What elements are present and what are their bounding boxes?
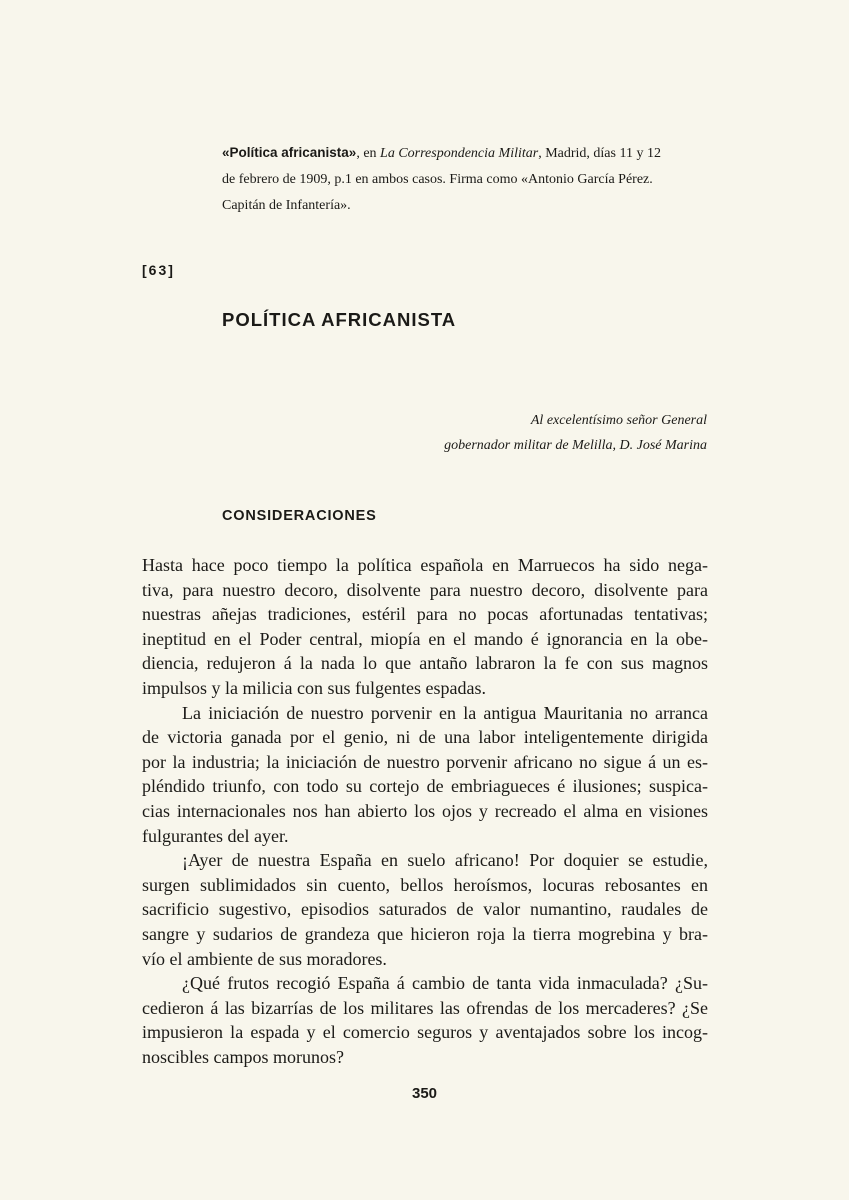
paragraph-line: impulsos y la milicia con sus fulgentes espadas. xyxy=(142,677,486,698)
document-number: [63] xyxy=(142,262,175,278)
paragraph xyxy=(142,701,708,849)
paragraph xyxy=(142,971,708,1069)
source-note-line-1 xyxy=(222,140,692,167)
paragraph-line: ineptitud en el Poder central, miopía en el mando é ignorancia en la obe- xyxy=(142,628,708,649)
paragraph-line: impusieron la espada y el comercio seguros y aventajados sobre los incog- xyxy=(142,1022,708,1043)
paragraph-line: Hasta hace poco tiempo la política española en Marruecos ha sido nega- xyxy=(142,555,708,575)
document-title: POLÍTICA AFRICANISTA xyxy=(222,309,457,330)
paragraph-line: de victoria ganada por el genio, ni de una labor inteligentemente dirigida xyxy=(142,727,708,748)
section-heading: CONSIDERACIONES xyxy=(222,508,377,524)
source-note-line-3: Capitán de Infantería». xyxy=(222,198,351,213)
source-details: , Madrid, días 11 y 12 xyxy=(538,146,661,161)
paragraph-line: ¿Qué frutos recogió España á cambio de tanta vida inmaculada? ¿Su- xyxy=(182,973,708,994)
paragraph-line: nuestras añejas tradiciones, estéril para no pocas afortunadas tentativas; xyxy=(142,604,708,625)
dedication-line-1: Al excelentísimo señor General xyxy=(530,413,707,428)
source-note-line-2: de febrero de 1909, p.1 en ambos casos. Firma como «Antonio García Pérez. xyxy=(222,172,653,187)
source-connector: , en xyxy=(356,146,381,161)
paragraph-line: fulgurantes del ayer. xyxy=(142,825,289,846)
paragraph-line: tiva, para nuestro decoro, disolvente para nuestro decoro, disolvente para xyxy=(142,579,708,600)
paragraph-line: por la industria; la iniciación de nuestro porvenir africano no sigue á un es- xyxy=(142,751,708,772)
paragraph-line: vío el ambiente de sus moradores. xyxy=(142,948,387,969)
paragraph xyxy=(142,848,708,971)
paragraph-line: cias internacionales nos han abierto los ojos y recreado el alma en visiones xyxy=(142,800,708,821)
paragraph-line: noscibles campos morunos? xyxy=(142,1046,344,1067)
dedication-line-2: gobernador militar de Melilla, D. José Marina xyxy=(444,438,707,453)
source-title: «Política africanista» xyxy=(222,145,357,160)
paragraph-line: ¡Ayer de nuestra España en suelo africano! Por doquier se estudie, xyxy=(182,850,708,871)
page-number: 350 xyxy=(411,1085,438,1102)
paragraph-line: cedieron á las bizarrías de los militares las ofrendas de los mercaderes? ¿Se xyxy=(142,997,708,1018)
dedication xyxy=(307,408,707,458)
source-publication: La Correspondencia Militar xyxy=(380,146,539,161)
source-note xyxy=(222,140,692,219)
paragraph-line: La iniciación de nuestro porvenir en la antigua Mauritania no arranca xyxy=(182,702,708,723)
paragraph-line: diencia, redujeron á la nada lo que antaño labraron la fe con sus magnos xyxy=(142,653,708,674)
paragraph-line: surgen sublimidados sin cuento, bellos heroísmos, locuras rebosantes en xyxy=(142,874,708,895)
paragraph xyxy=(142,553,708,701)
paragraph-line: sacrificio sugestivo, episodios saturados de valor numantino, raudales de xyxy=(142,899,708,920)
paragraph-line: sangre y sudarios de grandeza que hicieron roja la tierra mogrebina y bra- xyxy=(142,923,708,944)
paragraph-line: pléndido triunfo, con todo su cortejo de embriagueces é ilusiones; suspica- xyxy=(142,776,708,797)
body-text xyxy=(142,553,708,1069)
